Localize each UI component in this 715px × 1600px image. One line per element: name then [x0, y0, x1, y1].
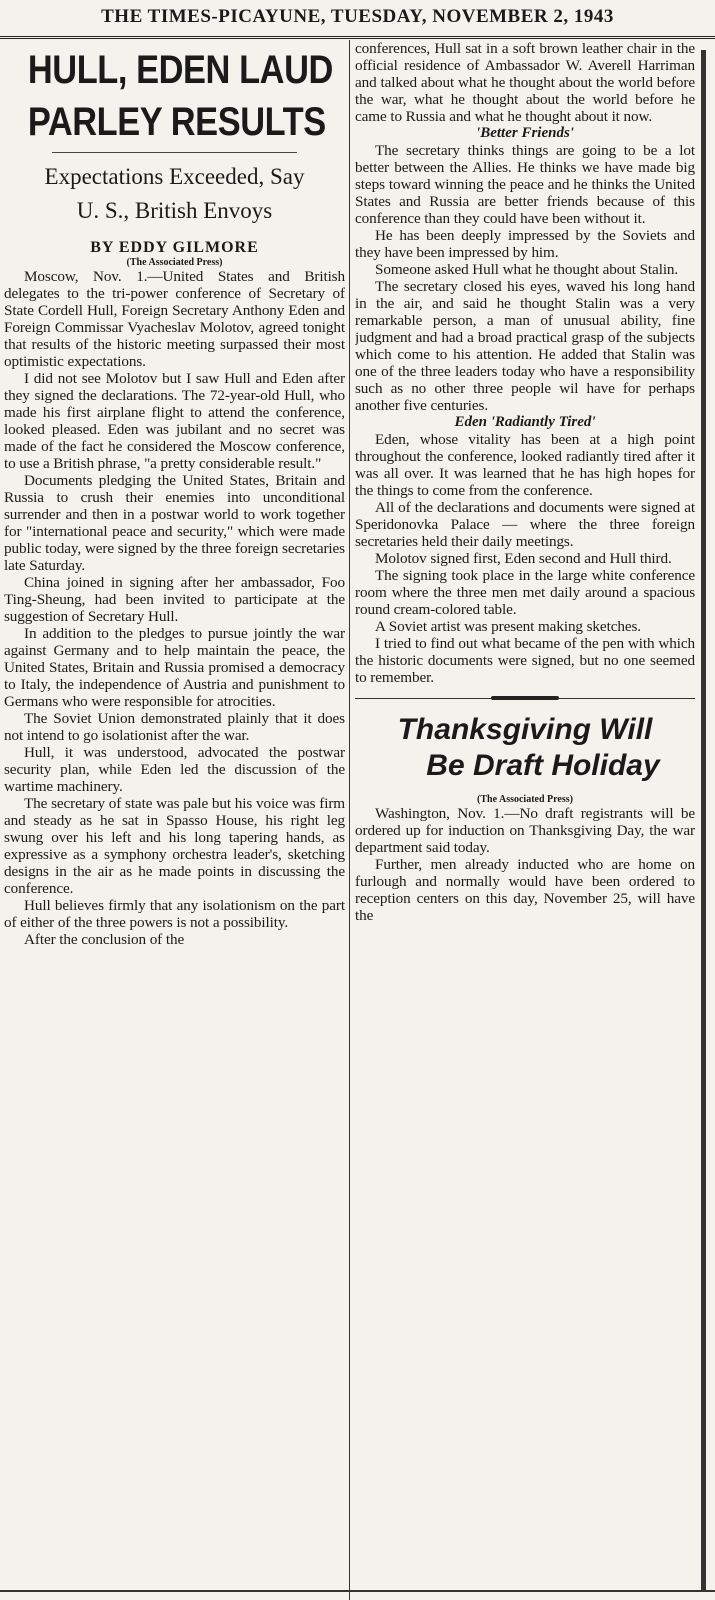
paragraph: A Soviet artist was present making sketches.: [375, 618, 641, 635]
thanksgiving-headline-line-2: Be Draft Holiday: [426, 749, 660, 782]
paragraph: Further, men already inducted who are home on furlough and normally would have been ordered to reception centers on this day, November 25, will have the: [355, 856, 695, 924]
byline: BY EDDY GILMORE: [90, 239, 259, 256]
subhead-better-friends: 'Better Friends': [476, 125, 574, 141]
paragraph: Hull, it was understood, advocated the postwar security plan, while Eden led the discussion of the wartime machinery.: [4, 744, 345, 795]
bottom-rule: [0, 1590, 715, 1592]
headline-line-2: PARLEY RESULTS: [27, 100, 326, 144]
paragraph: Documents pledging the United States, Britain and Russia to crush their enemies into unconditional surrender and then in a postwar world to work together for "international peace and security," which were made public today, were signed by the three foreign secretaries late Saturday.: [4, 472, 345, 574]
right-column: [355, 40, 695, 1600]
paragraph: The secretary thinks things are going to be a lot better between the Allies. He thinks we have made big steps toward winning the peace and he thinks the United States and Russia are better friends because of this conference than they could have been without it.: [355, 142, 695, 227]
masthead: THE TIMES-PICAYUNE, TUESDAY, NOVEMBER 2, 1943: [0, 0, 715, 39]
paragraph: The secretary closed his eyes, waved his long hand in the air, and said he thought Stalin was a very remarkable person, a man of unusual ability, fine judgment and had a broad practical grasp of the subjects which come to his attention. He added that Stalin was one of the three leaders today who have a responsibility such as no other three people wil have for perhaps another five centuries.: [355, 278, 695, 414]
paragraph: I tried to find out what became of the pen with which the historic documents were signed, but no one seemed to remember.: [355, 635, 695, 686]
headline-line-1: HULL, EDEN LAUD: [27, 48, 333, 92]
page-edge-rule: [701, 50, 706, 1590]
paragraph: Hull believes firmly that any isolationism on the part of either of the three powers is not a possibility.: [4, 897, 345, 931]
paragraph: The Soviet Union demonstrated plainly that it does not intend to go isolationist after the war.: [4, 710, 345, 744]
paragraph: Washington, Nov. 1.—No draft registrants will be ordered up for induction on Thanksgiving Day, the war department said today.: [355, 805, 695, 856]
paragraph: In addition to the pledges to pursue jointly the war against Germany and to help maintain the peace, the United States, Britain and Russia promised a democracy to Italy, the independence of Austria and punishment to Germans who were responsible for atrocities.: [4, 625, 345, 710]
subheadline-line-2: U. S., British Envoys: [76, 198, 273, 223]
paragraph: After the conclusion of the: [24, 931, 185, 948]
paragraph: Moscow, Nov. 1.—United States and British delegates to the tri-power conference of Secretary of State Cordell Hull, Foreign Secretary Anthony Eden and Foreign Commissar Vyacheslav Molotov, agreed tonight that results of the historic meeting surpassed their most optimistic expectations.: [4, 268, 345, 370]
left-column: [4, 40, 345, 1600]
paragraph: Someone asked Hull what he thought about Stalin.: [375, 261, 679, 278]
paragraph-continued: conferences, Hull sat in a soft brown leather chair in the official residence of Ambassador W. Averell Harriman and talked about what he thought about the world before the war, what he thought about the world before he came to Russia and what he thought about it now.: [355, 40, 695, 125]
credit-line: (The Associated Press): [126, 257, 223, 268]
thanksgiving-headline: [355, 712, 695, 784]
subheadline-line-1: Expectations Exceeded, Say: [44, 164, 305, 189]
paragraph: Eden, whose vitality has been at a high point throughout the conference, looked radiantly tired after it was all over. It was learned that he has high hopes for the things to come from the conference.: [355, 431, 695, 499]
credit-line: (The Associated Press): [477, 794, 573, 805]
paragraph: The secretary of state was pale but his voice was firm and steady as he sat in Spasso House, his right leg swung over his left and his long tapering hands, as expressive as a symphony orchestra leader's, sketching designs in the air as he made points in discussing the conference.: [4, 795, 345, 897]
paragraph: I did not see Molotov but I saw Hull and Eden after they signed the declarations. The 72-year-old Hull, who made his first airplane flight to attend the conference, looked pleased. Eden was jubilant and no secret was made of the fact he considered the Moscow conference, to use a British phrase, "a pretty considerable result.": [4, 370, 345, 472]
column-divider: [349, 40, 350, 1600]
paragraph: All of the declarations and documents were signed at Speridonovka Palace — where the three foreign secretaries held their daily meetings.: [355, 499, 695, 550]
paragraph: Molotov signed first, Eden second and Hull third.: [375, 550, 672, 567]
thanksgiving-headline-line-1: Thanksgiving Will: [397, 713, 653, 746]
subhead-radiantly-tired: Eden 'Radiantly Tired': [454, 414, 596, 430]
paragraph: He has been deeply impressed by the Soviets and they have been impressed by him.: [355, 227, 695, 261]
headline-rule: [52, 152, 298, 153]
paragraph: The signing took place in the large white conference room where the three men met daily around a spacious round cream-colored table.: [355, 567, 695, 618]
article-separator: [355, 694, 695, 704]
paragraph: China joined in signing after her ambassador, Foo Ting-Sheung, had been invited to participate at the suggestion of Secretary Hull.: [4, 574, 345, 625]
